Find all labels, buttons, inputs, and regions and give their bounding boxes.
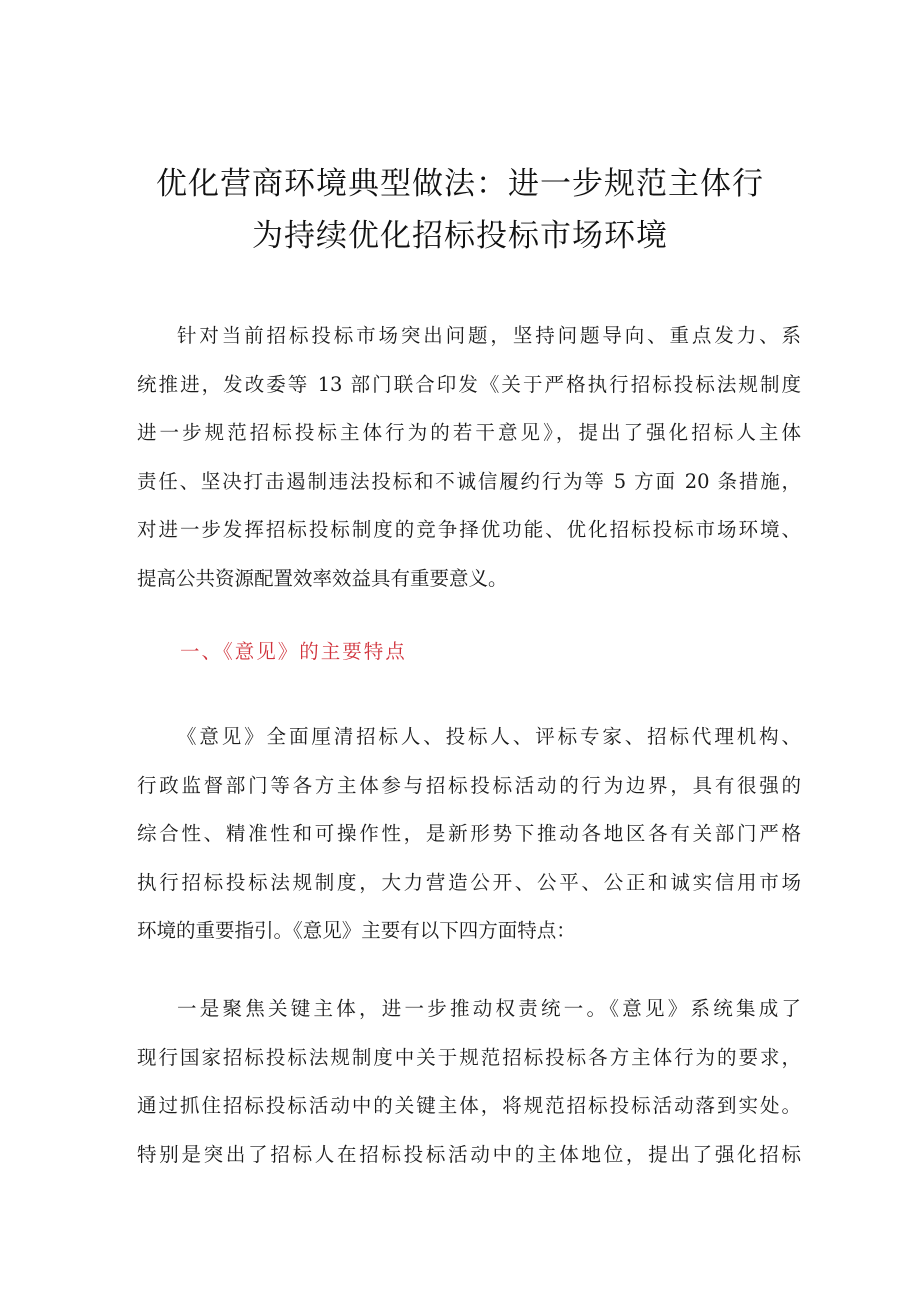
paragraph-line: 对进一步发挥招标投标制度的竞争择优功能、优化招标投标市场环境、	[137, 518, 801, 541]
paragraph-point-one	[137, 985, 801, 1179]
title-line-1: 优化营商环境典型做法：进一步规范主体行	[156, 166, 764, 202]
paragraph-line: 行政监督部门等各方主体参与招标投标活动的行为边界，具有很强的	[137, 773, 801, 797]
document-title	[120, 158, 800, 262]
paragraph-line: 执行招标投标法规制度，大力营造公开、公平、公正和诚实信用市场	[137, 870, 801, 894]
paragraph-line: 特别是突出了招标人在招标投标活动中的主体地位，提出了强化招标	[137, 1142, 801, 1166]
paragraph-line: 通过抓住招标投标活动中的关键主体，将规范招标投标活动落到实处。	[137, 1094, 801, 1117]
paragraph-line: 环境的重要指引。《意见》主要有以下四方面特点：	[137, 919, 576, 942]
title-line-2: 为持续优化招标投标市场环境	[252, 218, 668, 254]
paragraph-line: 《意见》全面厘清招标人、投标人、评标专家、招标代理机构、	[177, 725, 801, 748]
paragraph-line: 统推进，发改委等 13 部门联合印发《关于严格执行招标投标法规制度	[137, 372, 801, 396]
paragraph-intro	[137, 312, 801, 603]
paragraph-line: 提高公共资源配置效率效益具有重要意义。	[137, 566, 508, 590]
paragraph-line: 责任、坚决打击遏制违法投标和不诚信履约行为等 5 方面 20 条措施，	[137, 469, 801, 493]
paragraph-features	[137, 713, 801, 956]
paragraph-line: 进一步规范招标投标主体行为的若干意见》，提出了强化招标人主体	[137, 421, 801, 444]
paragraph-line: 综合性、精准性和可操作性，是新形势下推动各地区各有关部门严格	[137, 822, 801, 845]
paragraph-line: 现行国家招标投标法规制度中关于规范招标投标各方主体行为的要求，	[137, 1045, 801, 1069]
section-heading: 一、《意见》的主要特点	[180, 640, 407, 663]
paragraph-line: 针对当前招标投标市场突出问题，坚持问题导向、重点发力、系	[177, 324, 801, 347]
paragraph-line: 一是聚焦关键主体，进一步推动权责统一。《意见》系统集成了	[177, 997, 801, 1020]
